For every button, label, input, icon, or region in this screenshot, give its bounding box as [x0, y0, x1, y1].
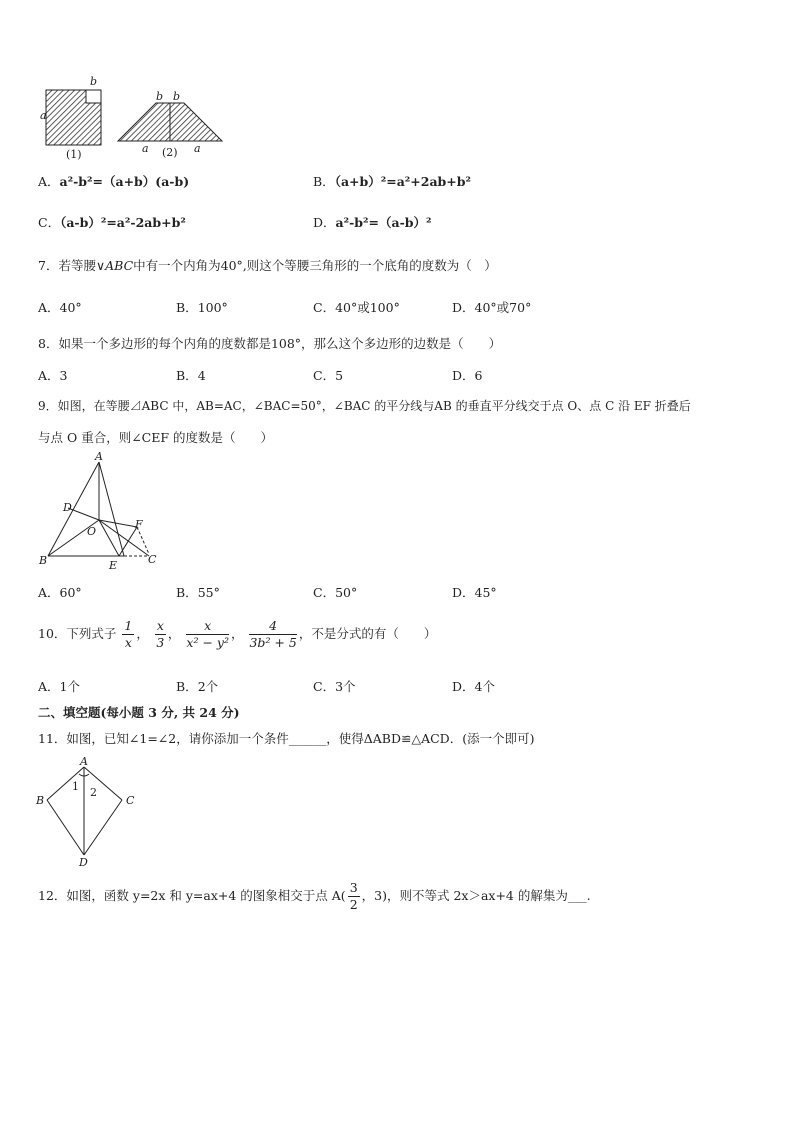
- q7-option-c[interactable]: C．40°或100°: [313, 300, 400, 315]
- q9-label-a: A: [95, 450, 103, 463]
- q8-question: 8．如果一个多边形的每个内角的度数都是108°，那么这个多边形的边数是（ ）: [38, 336, 502, 351]
- q8-option-c[interactable]: C．5: [313, 368, 344, 383]
- q10-fraction-4: $\frac{4}{\text{3b² + 5}}$: [249, 618, 297, 650]
- q10-fraction-3: $\frac{x}{\text{x² − y²}}$: [186, 618, 229, 650]
- q6-option-a[interactable]: A．a²-b²=（a+b）(a-b): [38, 174, 190, 189]
- q10-option-b[interactable]: B．2个: [176, 679, 219, 694]
- fig1-label-b: b: [90, 75, 98, 88]
- q9-label-o: O: [87, 525, 97, 538]
- fig2-label-a2: a: [194, 142, 201, 155]
- q7-option-a[interactable]: A．40°: [38, 300, 82, 315]
- q8-option-b[interactable]: B．4: [176, 368, 206, 383]
- q10-option-a[interactable]: A．1个: [38, 679, 80, 694]
- q11-label-d: D: [79, 856, 88, 869]
- q9-label-e: E: [109, 559, 118, 570]
- q9-figure: [34, 450, 164, 570]
- q12-fraction: $\frac{3}{2}$: [349, 880, 358, 912]
- q6-option-c[interactable]: C．（a-b）²=a²-2ab+b²: [38, 215, 186, 230]
- q11-label-b: B: [36, 794, 45, 807]
- q9-option-b[interactable]: B．55°: [176, 585, 220, 600]
- q6-option-b[interactable]: B．（a+b）²=a²+2ab+b²: [313, 174, 471, 189]
- q10-option-d[interactable]: D．4个: [452, 679, 495, 694]
- q11-label-angle2: 2: [90, 786, 97, 799]
- q7-option-b[interactable]: B．100°: [176, 300, 228, 315]
- q9-question-line1: 9．如图，在等腰⊿ABC 中，AB=AC，∠BAC=50°，∠BAC 的平分线与AB 的垂直平分线交于点 O、点 C 沿 EF 折叠后: [38, 399, 691, 413]
- q6-figure: [30, 72, 230, 164]
- q11-figure: [34, 752, 144, 870]
- q9-label-c: C: [148, 553, 157, 566]
- q7-triangle: ∨ABC: [95, 258, 134, 273]
- q11-label-c: C: [126, 794, 135, 807]
- q9-option-d[interactable]: D．45°: [452, 585, 497, 600]
- q9-question-line2: 与点 O 重合，则∠CEF 的度数是（ ）: [38, 430, 274, 445]
- figure-1: [40, 75, 101, 161]
- q9-label-f: F: [135, 518, 143, 531]
- q9-label-b: B: [39, 554, 48, 567]
- q12-question: 12．如图，函数 y=2x 和 y=ax+4 的图象相交于点 A( $\frac{3}{2}$ ，3)，则不等式 2x＞ax+4 的解集为___.: [38, 880, 591, 912]
- q11-label-a: A: [80, 755, 88, 768]
- fig2-label-a1: a: [142, 142, 149, 155]
- q11-label-angle1: 1: [72, 780, 79, 793]
- q8-option-d[interactable]: D．6: [452, 368, 483, 383]
- q7-question: 7．若等腰∨ABC中有一个内角为40°,则这个等腰三角形的一个底角的度数为（ ）: [38, 258, 497, 273]
- q6-option-d[interactable]: D．a²-b²=（a-b）²: [313, 215, 432, 230]
- q9-option-c[interactable]: C．50°: [313, 585, 358, 600]
- fig2-caption: (2): [162, 146, 178, 159]
- q7-option-d[interactable]: D．40°或70°: [452, 300, 532, 315]
- fig1-label-a: a: [40, 109, 47, 122]
- q10-fraction-2: $\frac{x}{3}$: [156, 618, 165, 650]
- figure-2: [118, 90, 222, 159]
- section-2-title: 二、填空题(每小题 3 分, 共 24 分): [38, 705, 240, 720]
- q11-question: 11．如图，已知∠1=∠2，请你添加一个条件______，使得ΔABD≌△ACD．(添一个即可): [38, 731, 535, 746]
- q10-fraction-1: $\frac{1}{x}$: [124, 618, 133, 650]
- fig2-label-b1: b: [156, 90, 164, 103]
- fig1-caption: (1): [66, 148, 82, 161]
- q10-option-c[interactable]: C．3个: [313, 679, 356, 694]
- q9-option-a[interactable]: A．60°: [38, 585, 82, 600]
- q10-question: 10．下列式子 $\frac{1}{x}$ ， $\frac{x}{3}$ ， $\frac{x}{\text{x² − y²}}$ ， $\frac{4}{\text{3b² + 5}}$ ，不是分式的有（ ）: [38, 618, 437, 650]
- q9-label-d: D: [63, 501, 72, 514]
- q8-option-a[interactable]: A．3: [38, 368, 68, 383]
- fig2-label-b2: b: [173, 90, 181, 103]
